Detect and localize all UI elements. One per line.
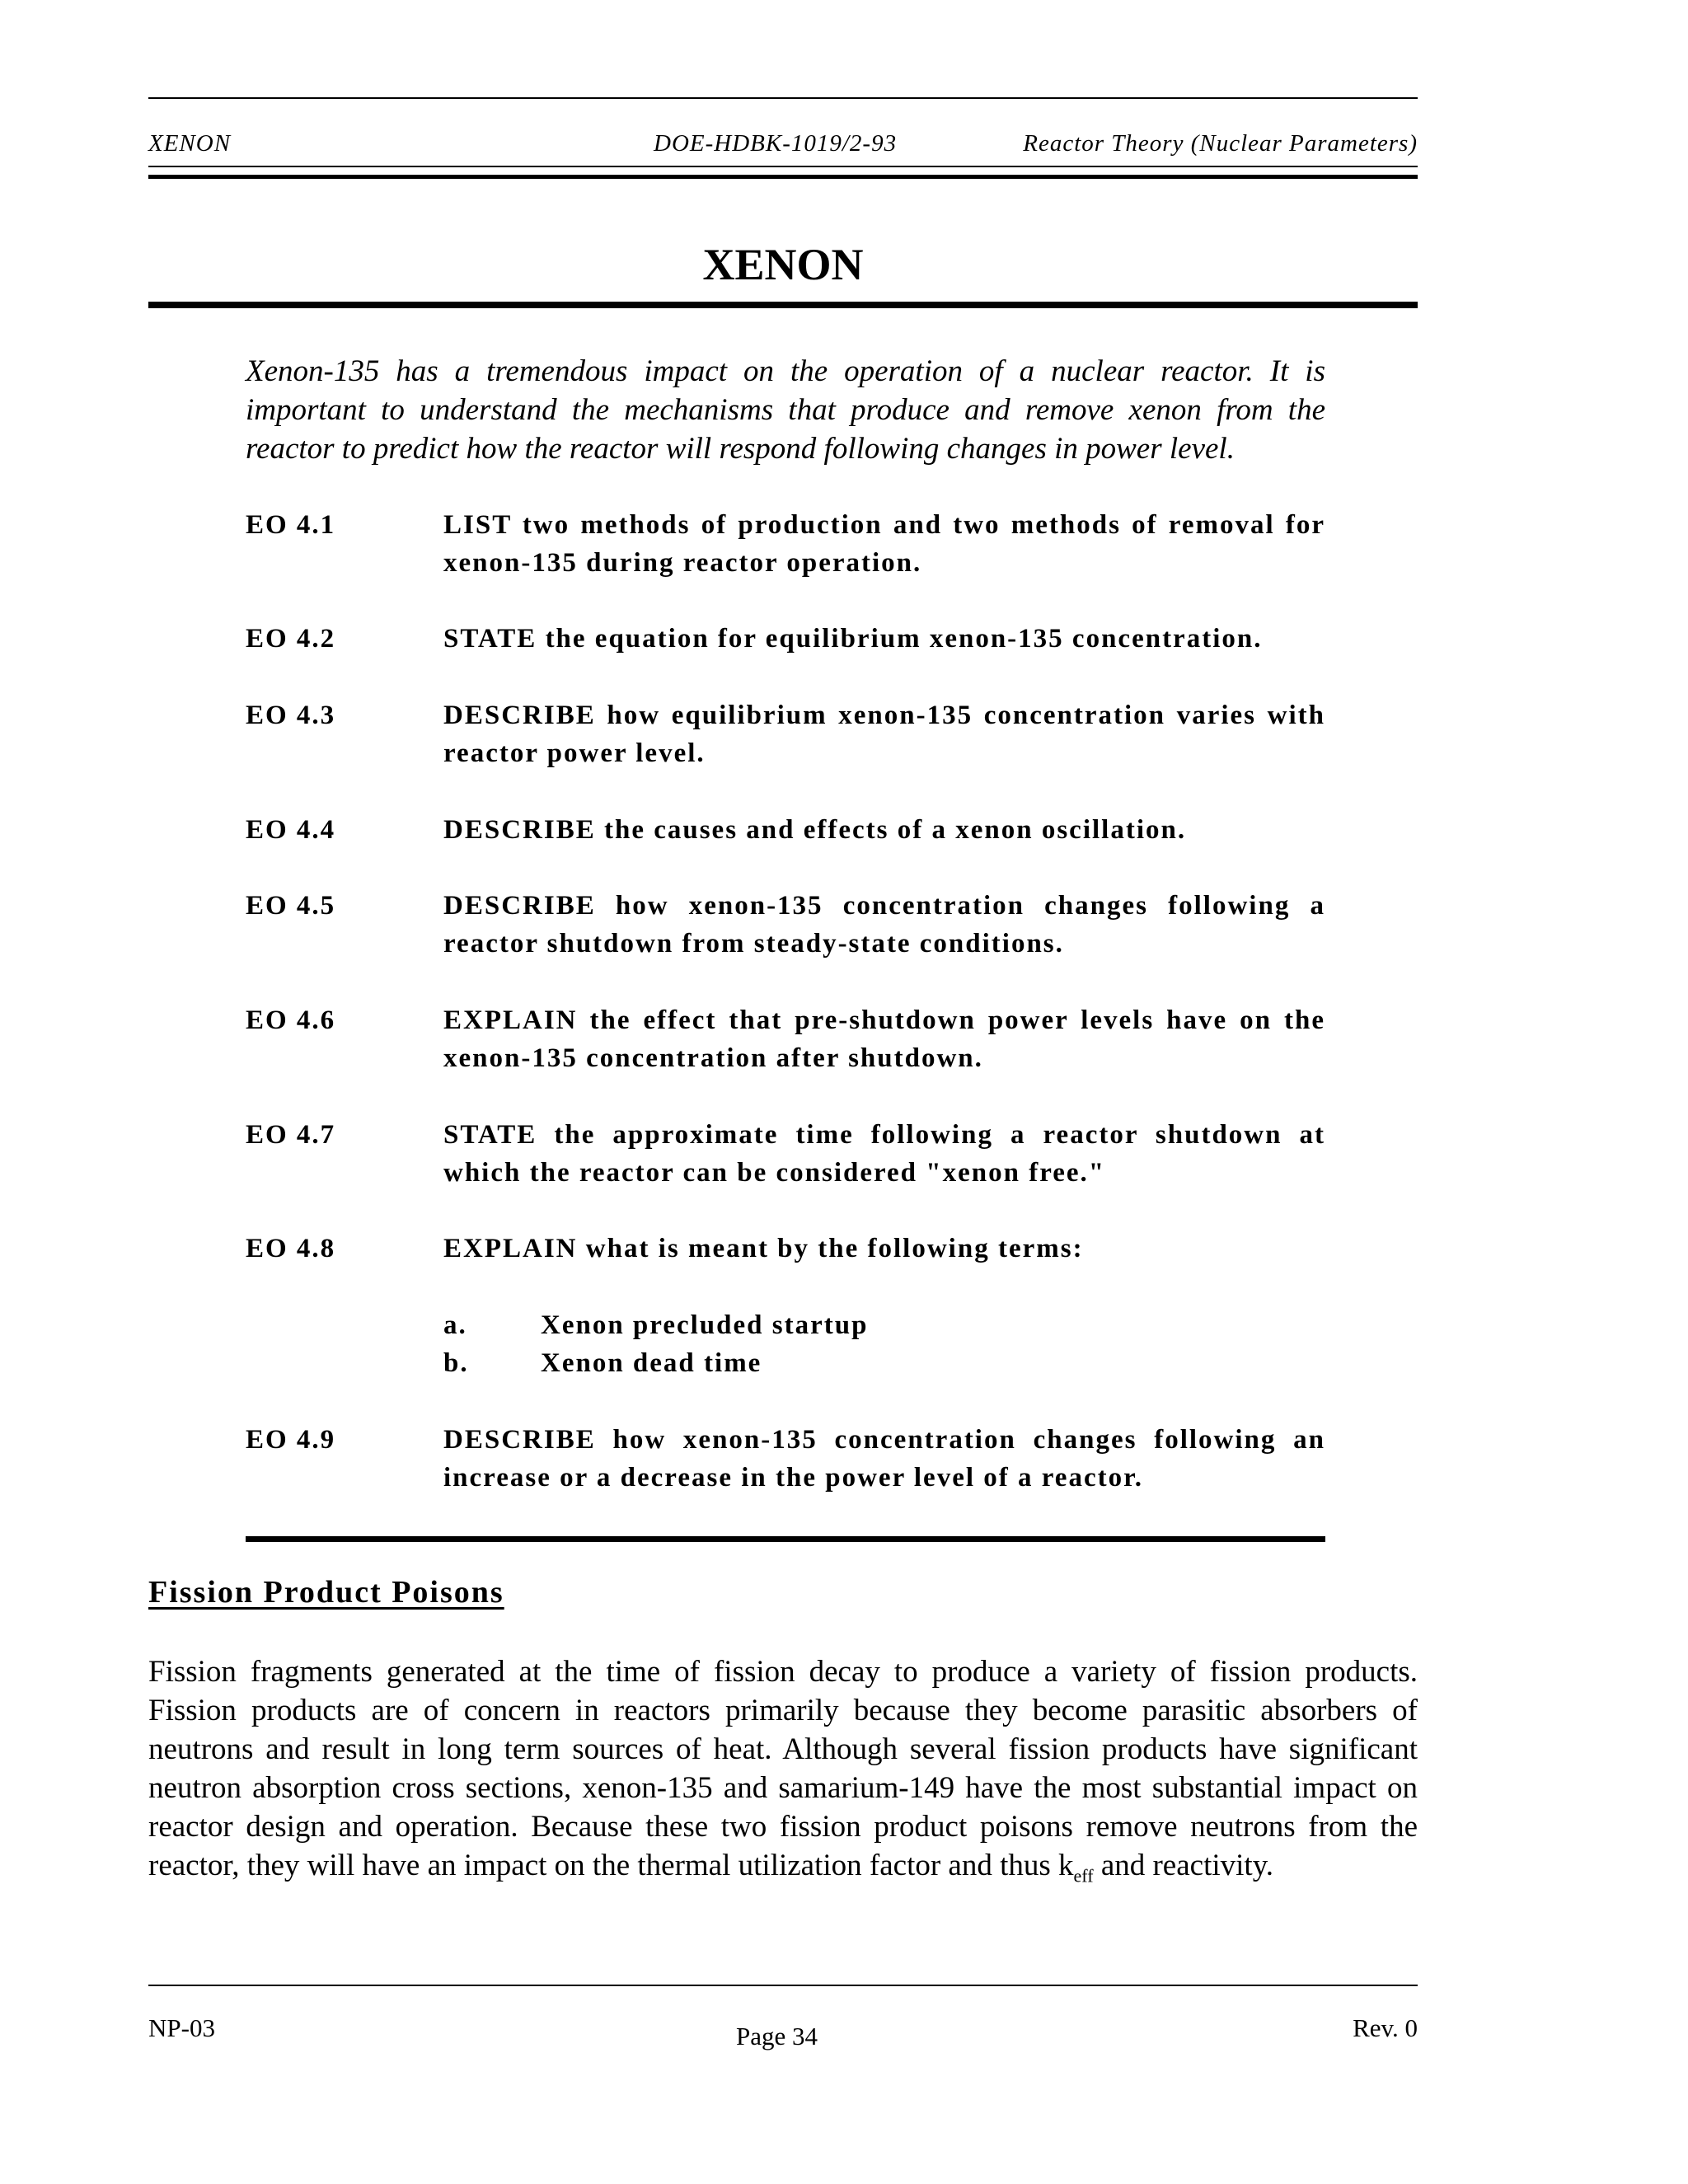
- objective-number: EO 4.5: [246, 891, 336, 921]
- page-title: XENON: [702, 240, 864, 289]
- objective-4-8-term-a: [443, 1306, 868, 1344]
- header-right: Reactor Theory (Nuclear Parameters): [1023, 130, 1418, 157]
- term-label: a.: [443, 1310, 467, 1340]
- objective-text: DESCRIBE how xenon-135 concentration changes following an increase or a decrease in the power level of a reactor.: [443, 1425, 1325, 1493]
- title-rule: [148, 302, 1418, 308]
- objective-text: EXPLAIN the effect that pre-shutdown power levels have on the xenon-135 concentration after shutdown.: [443, 1005, 1325, 1073]
- header-bottom-rule-thick: [148, 175, 1418, 179]
- objective-text: EXPLAIN what is meant by the following terms:: [443, 1234, 1084, 1263]
- objective-text: STATE the approximate time following a reactor shutdown at which the reactor can be considered "xenon free.": [443, 1120, 1325, 1188]
- objectives-end-rule: [246, 1536, 1325, 1542]
- term-text: Xenon precluded startup: [541, 1310, 869, 1340]
- footer-page-number: Page 34: [736, 2022, 818, 2050]
- objective-text: STATE the equation for equilibrium xenon-135 concentration.: [443, 624, 1263, 654]
- header-center: DOE-HDBK-1019/2-93: [654, 130, 898, 157]
- footer-right: Rev. 0: [1353, 2013, 1418, 2042]
- objective-number: EO 4.6: [246, 1005, 336, 1035]
- objective-number: EO 4.7: [246, 1120, 336, 1150]
- paragraph-main-text: Fission fragments generated at the time of fission decay to produce a variety of fission products. Fission products are of concern in reactors primarily because they become parasitic absorbers of neutrons and result in long term sources of heat. Although several fission products have significant neutron absorption cross sections, xenon-135 and samarium-149 have the most substantial impact on reactor design and operation. Because these two fission product poisons remove neutrons from the reactor, they will have an impact on the thermal utilization factor and thus k: [148, 1655, 1418, 1882]
- objective-number: EO 4.9: [246, 1425, 336, 1455]
- body-paragraph: [148, 1652, 1418, 1895]
- header-top-rule: [148, 97, 1418, 99]
- objective-text: DESCRIBE how xenon-135 concentration changes following a reactor shutdown from steady-state conditions.: [443, 891, 1325, 958]
- objective-number: EO 4.1: [246, 510, 336, 540]
- objective-4-8-term-b: [443, 1344, 762, 1382]
- keff-subscript: eff: [1073, 1865, 1094, 1886]
- objective-number: EO 4.4: [246, 815, 336, 845]
- term-label: b.: [443, 1348, 469, 1378]
- objective-number: EO 4.2: [246, 624, 336, 654]
- objective-text: DESCRIBE how equilibrium xenon-135 concentration varies with reactor power level.: [443, 701, 1325, 768]
- objective-number: EO 4.3: [246, 701, 336, 730]
- intro-paragraph: Xenon-135 has a tremendous impact on the operation of a nuclear reactor. It is important to understand the mechanisms that produce and remove xenon from the reactor to predict how the reactor will respond following changes in power level.: [246, 354, 1325, 466]
- paragraph-end-text: and reactivity.: [1093, 1849, 1274, 1882]
- header-bottom-rule-thin: [148, 166, 1418, 167]
- footer-left: NP-03: [148, 2013, 215, 2042]
- objective-text: LIST two methods of production and two methods of removal for xenon-135 during reactor operation.: [443, 510, 1325, 578]
- footer-rule: [148, 1985, 1418, 1986]
- header-left: XENON: [148, 130, 232, 157]
- objective-number: EO 4.8: [246, 1234, 336, 1263]
- objective-text: DESCRIBE the causes and effects of a xenon oscillation.: [443, 815, 1187, 845]
- term-text: Xenon dead time: [541, 1348, 762, 1378]
- section-heading: Fission Product Poisons: [148, 1575, 504, 1610]
